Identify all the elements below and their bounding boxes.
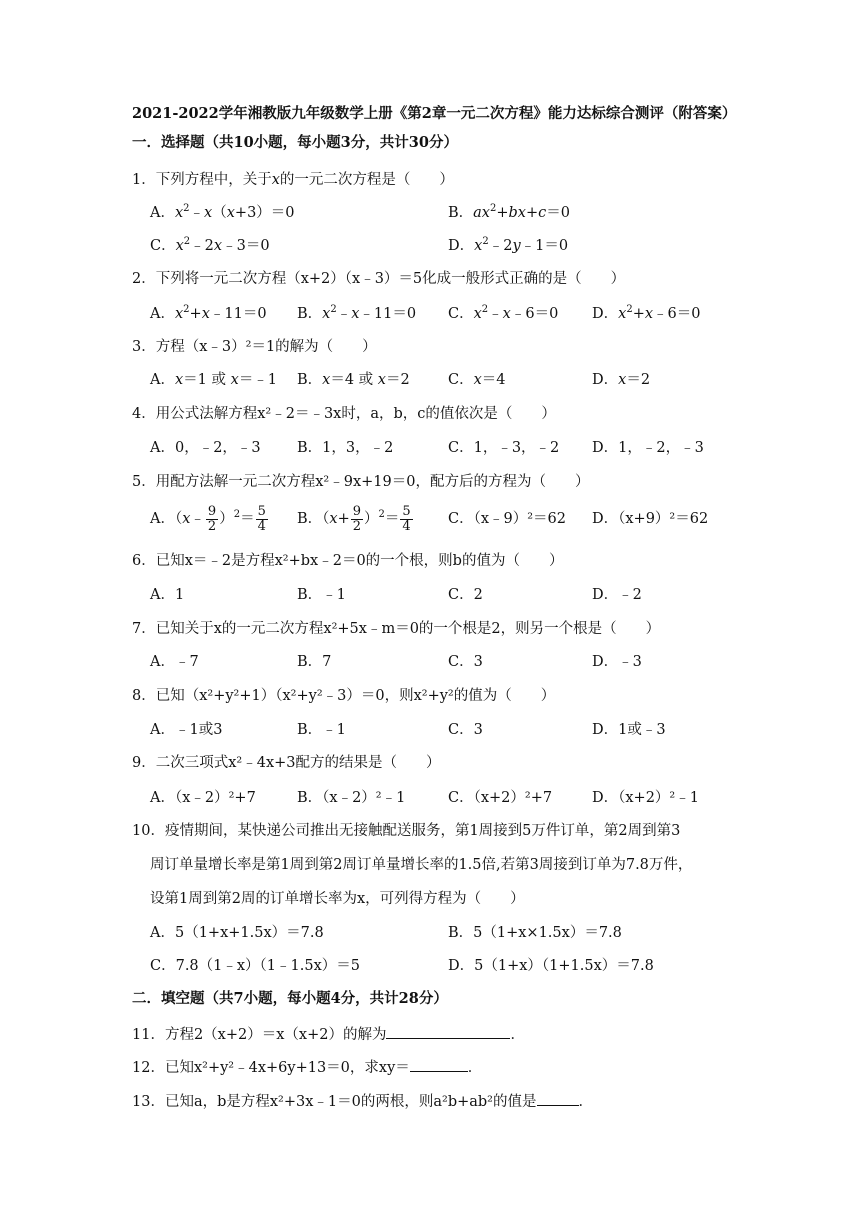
question-11: 11．方程2（x+2）＝x（x+2）的解为 ．: [132, 1024, 525, 1045]
q4-option-a: A．0，﹣2，﹣3: [150, 440, 261, 456]
q7-option-b: B．7: [297, 654, 332, 670]
q2-option-b: B．$x^2﹣x﹣11=0$: [297, 304, 417, 322]
q5-option-c: C．（x﹣9）²＝62: [448, 511, 567, 527]
q6-option-c: C．2: [448, 587, 483, 603]
question-8: 8．已知（x²+y²+1）（x²+y²﹣3）＝0，则x²+y²的值为（ ）: [132, 688, 556, 704]
section-heading-fill: 二．填空题（共7小题，每小题4分，共计28分）: [132, 990, 448, 1007]
q1-option-b: B．$ax^2+bx+c=0$: [448, 203, 570, 221]
q5-option-a: A．（x﹣ $\frac{9}{2}$ ）$^2$＝ $\frac{5}{4}$: [150, 503, 266, 534]
question-12: 12．已知x²+y²﹣4x+6y+13＝0，求xy＝ ．: [132, 1057, 482, 1078]
q3-option-a: A．x＝1 或 x＝﹣1: [150, 372, 278, 388]
q2-option-a: A．$x^2+x﹣11=0$: [150, 304, 267, 322]
q1-option-c: C．$x^2﹣2x﹣3=0$: [150, 236, 270, 254]
question-4: 4．用公式法解方程x²﹣2＝﹣3x时，a，b，c的值依次是（ ）: [132, 406, 556, 422]
q3-option-d: D．x＝2: [592, 372, 651, 388]
section-heading-choice: 一．选择题（共10小题，每小题3分，共计30分）: [132, 134, 458, 151]
q10-option-c: C．7.8（1﹣x）（1﹣1.5x）＝5: [150, 958, 360, 974]
q5-option-b: B．（x+ $\frac{9}{2}$ ）$^2$＝ $\frac{5}{4}$: [297, 503, 411, 534]
answer-blank[interactable]: [386, 1024, 510, 1039]
q5-option-d: D．（x+9）²＝62: [592, 511, 709, 527]
q1-option-a: A．$x^2﹣x(x+3)=0$: [150, 203, 295, 221]
q4-option-d: D．1，﹣2，﹣3: [592, 440, 704, 456]
q8-option-c: C．3: [448, 722, 483, 738]
q7-option-a: A．﹣7: [150, 654, 199, 670]
q3-option-b: B．x＝4 或 x＝2: [297, 372, 410, 388]
question-6: 6．已知x＝﹣2是方程x²+bx﹣2＝0的一个根，则b的值为（ ）: [132, 553, 564, 569]
q7-option-d: D．﹣3: [592, 654, 642, 670]
question-10-line-3: 设第1周到第2周的订单增长率为x，可列得方程为（ ）: [150, 891, 525, 907]
q9-option-d: D．（x+2）²﹣1: [592, 790, 699, 806]
question-2: 2．下列将一元二次方程（x+2）（x﹣3）＝5化成一般形式正确的是（ ）: [132, 271, 626, 287]
page-title: 2021-2022学年湘教版九年级数学上册《第2章一元二次方程》能力达标综合测评（附答案）: [132, 105, 737, 122]
question-9: 9．二次三项式x²﹣4x+3配方的结果是（ ）: [132, 755, 441, 771]
question-10-line-2: 周订单量增长率是第1周到第2周订单量增长率的1.5倍,若第3周接到订单为7.8万件，: [150, 857, 693, 873]
q2-option-c: C．$x^2﹣x﹣6=0$: [448, 304, 559, 322]
q10-option-b: B．5（1+x×1.5x）＝7.8: [448, 925, 622, 941]
q4-option-b: B．1，3，﹣2: [297, 440, 394, 456]
question-13: 13．已知a，b是方程x²+3x﹣1＝0的两根，则a²b+ab²的值是 ．: [132, 1091, 593, 1112]
q8-option-b: B．﹣1: [297, 722, 346, 738]
q6-option-a: A．1: [150, 587, 185, 603]
q6-option-b: B．﹣1: [297, 587, 346, 603]
question-3: 3．方程（x﹣3）²＝1的解为（ ）: [132, 339, 377, 355]
q4-option-c: C．1，﹣3，﹣2: [448, 440, 560, 456]
q10-option-a: A．5（1+x+1.5x）＝7.8: [150, 925, 324, 941]
q2-option-d: D．$x^2+x﹣6=0$: [592, 304, 701, 322]
question-5: 5．用配方法解一元二次方程x²﹣9x+19＝0，配方后的方程为（ ）: [132, 474, 590, 490]
question-10-line-1: 10．疫情期间，某快递公司推出无接触配送服务，第1周接到5万件订单，第2周到第3: [132, 823, 681, 839]
q3-option-c: C．x＝4: [448, 372, 506, 388]
q9-option-b: B．（x﹣2）²﹣1: [297, 790, 406, 806]
answer-blank[interactable]: [537, 1091, 579, 1106]
q1-option-d: D．$x^2﹣2y﹣1=0$: [448, 236, 569, 254]
q6-option-d: D．﹣2: [592, 587, 642, 603]
q10-option-d: D．5（1+x）（1+1.5x）＝7.8: [448, 958, 654, 974]
q7-option-c: C．3: [448, 654, 483, 670]
q8-option-d: D．1或﹣3: [592, 722, 666, 738]
q8-option-a: A．﹣1或3: [150, 722, 223, 738]
question-1: 1．下列方程中，关于x的一元二次方程是（ ）: [132, 172, 454, 188]
q9-option-a: A．（x﹣2）²+7: [150, 790, 256, 806]
q9-option-c: C．（x+2）²+7: [448, 790, 553, 806]
question-7: 7．已知关于x的一元二次方程x²+5x﹣m＝0的一个根是2，则另一个根是（ ）: [132, 621, 661, 637]
answer-blank[interactable]: [410, 1057, 468, 1072]
